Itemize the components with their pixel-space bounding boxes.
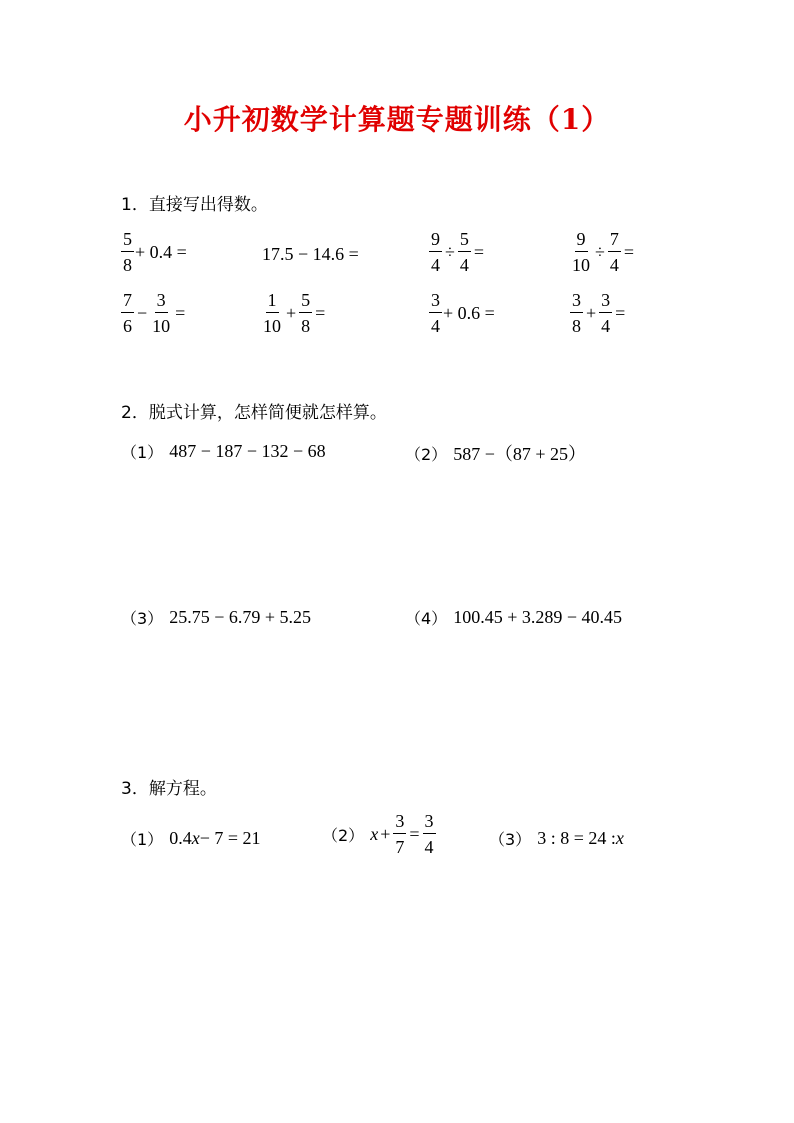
q1-item-8 [569, 291, 627, 335]
variable: x [615, 828, 624, 848]
q1-item-1 [120, 230, 187, 274]
operator: ÷ [445, 241, 455, 262]
fraction: $\frac{5}{4}$ [459, 229, 469, 275]
q1-item-2 [262, 244, 359, 265]
q1-item-6 [260, 291, 327, 335]
item-label: （3） [489, 830, 532, 849]
fraction: $\frac{5}{8}$ [301, 290, 311, 336]
q2-item-2 [405, 440, 586, 466]
q1-item-4 [569, 230, 636, 274]
item-label: （2） [405, 444, 448, 464]
fraction: $\frac{1}{10}$ [263, 290, 281, 336]
q1-item-7 [428, 291, 495, 335]
fraction: $\frac{3}{10}$ [152, 290, 171, 336]
fraction: $\frac{3}{4}$ [424, 811, 434, 857]
item-label: （3） [121, 609, 164, 628]
fraction: $\frac{5}{8}$ [123, 229, 132, 275]
expr-pre: 3 : 8 = 24 : [537, 828, 616, 848]
fraction: $\frac{7}{6}$ [123, 290, 132, 336]
section-3-heading: 3．解方程。 [121, 779, 217, 799]
item-label: （4） [405, 609, 448, 628]
fraction: $\frac{7}{4}$ [609, 229, 619, 275]
page-title: 小升初数学计算题专题训练（1） [183, 103, 611, 136]
fraction: $\frac{3}{8}$ [572, 290, 581, 336]
q2-item-4 [405, 606, 622, 629]
variable: x [191, 828, 200, 848]
operator: + [286, 302, 297, 323]
equals: = [175, 302, 186, 323]
expr-rest: + 0.6 = [443, 302, 495, 323]
fraction: $\frac{3}{4}$ [601, 290, 611, 336]
q2-item-1 [121, 440, 326, 463]
expr: 487 − 187 − 132 − 68 [169, 441, 326, 461]
q1-item-3 [428, 230, 486, 274]
section-1-heading: 1．直接写出得数。 [121, 195, 268, 215]
fraction: $\frac{9}{4}$ [431, 229, 440, 275]
equals: = [623, 241, 635, 262]
operator: + [586, 302, 597, 323]
operator: + [380, 823, 391, 844]
item-label: （2） [322, 825, 365, 845]
expr-rest: + 0.4 = [135, 241, 187, 262]
item-label: （1） [121, 830, 164, 849]
expr: 25.75 − 6.79 + 5.25 [169, 607, 311, 627]
expr: 587 −（87 + 25） [453, 444, 586, 464]
expr-pre: 0.4 [169, 828, 192, 848]
equals: = [409, 823, 420, 844]
operator: ÷ [595, 241, 605, 262]
expr-post: − 7 = 21 [199, 828, 261, 848]
fraction: $\frac{3}{4}$ [431, 290, 440, 336]
item-label: （1） [121, 443, 164, 462]
variable: x [370, 823, 379, 844]
equals: = [473, 241, 485, 262]
q3-item-3 [489, 827, 624, 850]
q3-item-2 [322, 812, 437, 856]
expr: 17.5 − 14.6 = [262, 244, 359, 264]
fraction: $\frac{3}{7}$ [395, 811, 405, 857]
equals: = [315, 302, 326, 323]
q3-item-1 [121, 827, 261, 850]
q1-item-5 [120, 291, 187, 335]
operator: − [137, 302, 148, 323]
equals: = [615, 302, 626, 323]
expr: 100.45 + 3.289 − 40.45 [453, 607, 622, 627]
q2-item-3 [121, 606, 311, 629]
fraction: $\frac{9}{10}$ [572, 229, 590, 275]
section-2-heading: 2．脱式计算，怎样简便就怎样算。 [121, 403, 387, 423]
